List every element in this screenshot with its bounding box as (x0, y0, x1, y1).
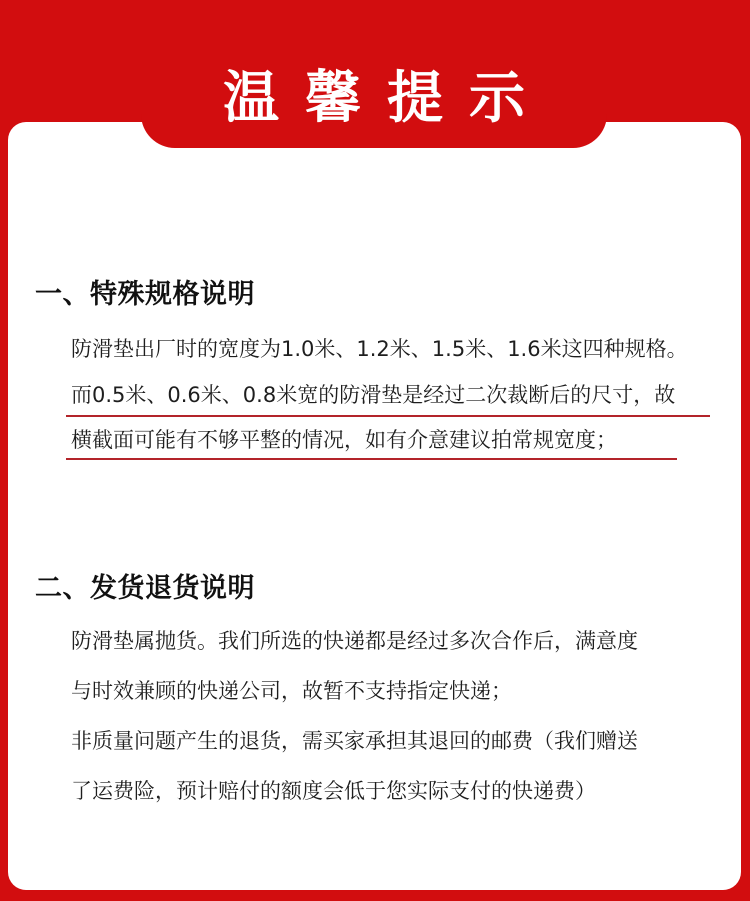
shipping-text-line-2: 与时效兼顾的快递公司，故暂不支持指定快递； (71, 679, 512, 703)
highlight-underline (66, 458, 677, 460)
shipping-text-line-4: 了运费险，预计赔付的额度会低于您实际支付的快递费） (71, 779, 596, 803)
shipping-text-line-1: 防滑垫属抛货。我们所选的快递都是经过多次合作后，满意度 (71, 629, 638, 653)
spec-text-line-2: 而0.5米、0.6米、0.8米宽的防滑垫是经过二次裁断后的尺寸，故 (71, 383, 676, 407)
notice-card (8, 122, 741, 890)
shipping-text-line-3: 非质量问题产生的退货，需买家承担其退回的邮费（我们赠送 (71, 729, 638, 753)
spec-text-line-1: 防滑垫出厂时的宽度为1.0米、1.2米、1.5米、1.6米这四种规格。 (71, 337, 688, 361)
section-title-special-specs: 一、特殊规格说明 (35, 279, 255, 310)
section-title-shipping-returns: 二、发货退货说明 (35, 573, 255, 604)
page-title: 温馨提示 (223, 66, 551, 131)
spec-text-line-3: 横截面可能有不够平整的情况，如有介意建议拍常规宽度； (71, 428, 617, 452)
highlight-underline (66, 415, 710, 417)
